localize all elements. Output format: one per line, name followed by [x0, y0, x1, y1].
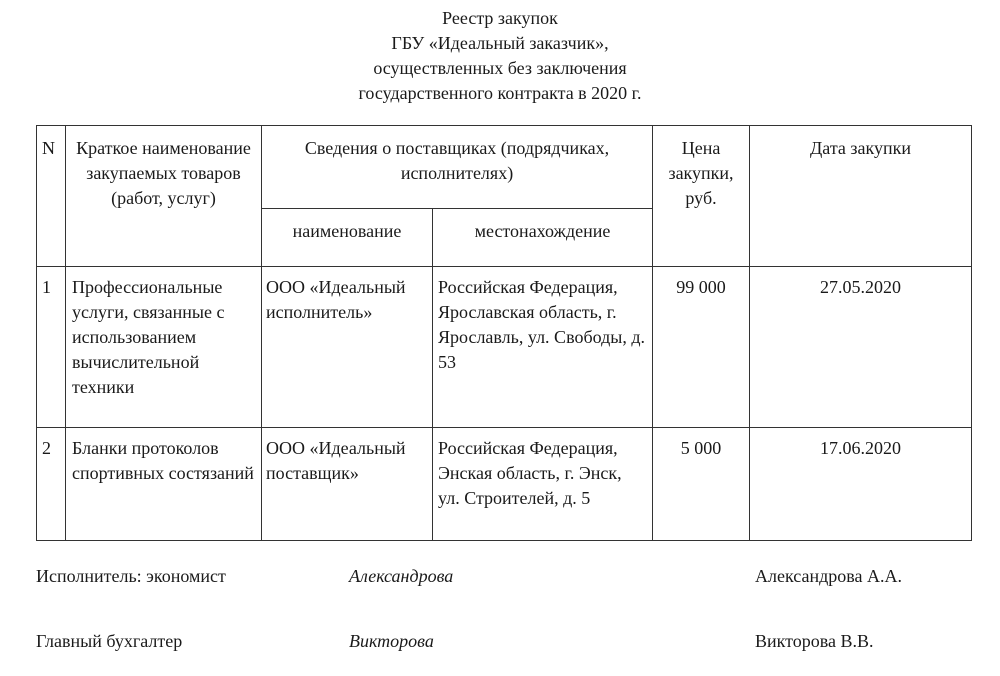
row-supplier-name: ООО «Идеальный поставщик»: [262, 428, 433, 541]
row-price: 5 000: [653, 428, 750, 541]
header-suppliers: Сведения о поставщиках (подрядчиках, исполнителях): [262, 126, 653, 209]
signature-row-chief-accountant: [0, 631, 1000, 657]
row-supplier-location: Российская Федерация, Энская область, г. Энск, ул. Строителей, д. 5: [433, 428, 653, 541]
title-line-4: государственного контракта в 2020 г.: [358, 83, 642, 103]
signatory-name: Викторова В.В.: [755, 631, 874, 651]
title-line-3: осуществленных без заключения: [373, 58, 627, 78]
signature-role: Главный бухгалтер: [36, 631, 183, 651]
row-date: 27.05.2020: [750, 267, 972, 428]
handwritten-signature: Александрова: [349, 566, 454, 586]
title-line-1: Реестр закупок: [442, 8, 558, 28]
header-price: Цена закупки, руб.: [653, 126, 750, 267]
header-supplier-name: наименование: [262, 209, 433, 267]
table-header-row: [37, 126, 972, 209]
signature-row-executor: [0, 566, 1000, 592]
signature-role: Исполнитель: экономист: [36, 566, 226, 586]
title-line-2: ГБУ «Идеальный заказчик»,: [391, 33, 609, 53]
row-number: 2: [37, 428, 66, 541]
row-description: Бланки протоколов спортивных состязаний: [66, 428, 262, 541]
header-description: Краткое наименование закупаемых товаров (работ, услуг): [66, 126, 262, 267]
handwritten-signature: Викторова: [349, 631, 434, 651]
table-row: [37, 428, 972, 541]
row-number: 1: [37, 267, 66, 428]
row-supplier-name: ООО «Идеальный исполнитель»: [262, 267, 433, 428]
header-date: Дата закупки: [750, 126, 972, 267]
table-row: [37, 267, 972, 428]
procurement-registry-table: [36, 125, 972, 541]
row-price: 99 000: [653, 267, 750, 428]
signatory-name: Александрова А.А.: [755, 566, 903, 586]
header-number: N: [37, 126, 66, 267]
header-supplier-location: местонахождение: [433, 209, 653, 267]
row-supplier-location: Российская Федерация, Ярославская область, г. Ярославль, ул. Свободы, д. 53: [433, 267, 653, 428]
row-description: Профессиональные услуги, связанные с использованием вычислительной техники: [66, 267, 262, 428]
document-title: [0, 6, 1000, 106]
row-date: 17.06.2020: [750, 428, 972, 541]
